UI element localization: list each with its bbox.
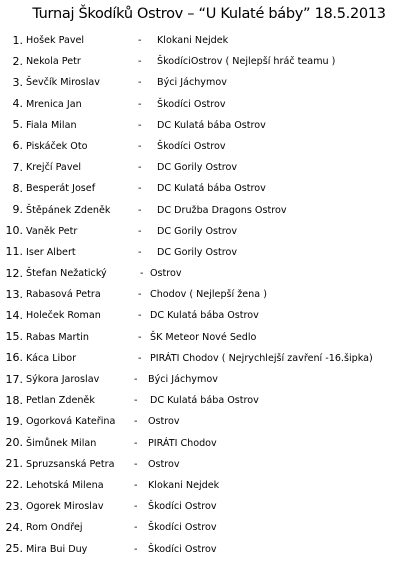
separator: - — [138, 35, 142, 46]
club-name: Klokani Nejdek — [148, 479, 220, 491]
result-row — [0, 370, 418, 391]
rank: 24. — [5, 520, 23, 534]
club-name: Škodíci Ostrov — [148, 522, 217, 534]
player-name: Štefan Nežatický — [26, 268, 107, 280]
player-name: Káca Libor — [26, 352, 77, 364]
rank: 14. — [5, 308, 23, 322]
club-name: ŠkodíciOstrov ( Nejlepší hráč teamu ) — [157, 56, 336, 68]
rank: 22. — [5, 478, 23, 492]
separator: - — [138, 225, 142, 237]
club-name: DC Kulatá bába Ostrov — [157, 183, 266, 195]
separator: - — [134, 437, 138, 449]
separator: - — [134, 395, 138, 407]
player-name: Spruzsanská Petra — [26, 458, 115, 470]
club-name: DC Kulatá bába Ostrov — [150, 310, 259, 322]
club-name: Ostrov — [148, 458, 180, 470]
rank: 21. — [5, 457, 23, 471]
result-row — [0, 222, 418, 243]
club-name: Klokani Nejdek — [157, 35, 229, 46]
rank: 1. — [12, 33, 23, 47]
player-name: Štěpánek Zdeněk — [26, 204, 111, 216]
club-name: DC Kulatá bába Ostrov — [150, 395, 259, 407]
player-name: Lehotská Milena — [26, 479, 104, 491]
result-row — [0, 455, 418, 476]
player-name: Fiala Milan — [26, 119, 77, 131]
separator: - — [138, 310, 142, 322]
club-name: DC Gorily Ostrov — [157, 225, 238, 237]
rank: 9. — [12, 203, 23, 216]
separator: - — [138, 352, 142, 364]
player-name: Vaněk Petr — [26, 225, 78, 237]
rank: 23. — [5, 499, 23, 513]
club-name: PIRÁTI Chodov ( Nejrychlejší zavření -16.šipka) — [150, 352, 373, 364]
separator: - — [138, 331, 142, 343]
page-title: Turnaj Škodíků Ostrov – “U Kulaté báby” 18.5.2013 — [32, 6, 386, 22]
result-row — [0, 476, 418, 497]
result-row — [0, 201, 418, 222]
club-name: DC Družba Dragons Ostrov — [157, 204, 287, 216]
player-name: Rom Ondřej — [26, 522, 83, 534]
result-row — [0, 137, 418, 158]
result-row — [0, 434, 418, 455]
player-name: Nekola Petr — [26, 56, 81, 68]
separator: - — [134, 501, 138, 513]
rank: 15. — [5, 330, 23, 344]
player-name: Ogorková Kateřina — [26, 416, 116, 428]
rank: 6. — [12, 139, 23, 153]
result-row — [0, 518, 418, 539]
club-name: Škodíci Ostrov — [157, 98, 226, 110]
separator: - — [134, 479, 138, 491]
separator: - — [138, 162, 142, 174]
separator: - — [138, 246, 142, 258]
result-row — [0, 412, 418, 433]
separator: - — [138, 204, 142, 216]
player-name: Sýkora Jaroslav — [26, 374, 100, 385]
separator: - — [134, 374, 138, 385]
separator: - — [138, 140, 142, 152]
rank: 8. — [12, 181, 23, 195]
player-name: Krejčí Pavel — [26, 162, 82, 174]
rank: 16. — [5, 351, 23, 365]
player-name: Mira Bui Duy — [26, 543, 88, 555]
result-row — [0, 31, 418, 52]
separator: - — [138, 289, 142, 301]
result-row — [0, 285, 418, 306]
separator: - — [134, 416, 138, 428]
player-name: Holeček Roman — [26, 310, 101, 322]
rank: 19. — [5, 414, 23, 428]
rank: 17. — [5, 372, 23, 386]
rank: 7. — [12, 160, 23, 174]
club-name: Ostrov — [148, 416, 180, 428]
separator: - — [134, 543, 138, 555]
result-row — [0, 52, 418, 73]
player-name: Hošek Pavel — [26, 35, 85, 46]
result-row — [0, 391, 418, 412]
player-name: Mrenica Jan — [26, 98, 82, 110]
separator: - — [138, 119, 142, 131]
results-list — [0, 31, 418, 561]
result-row — [0, 497, 418, 518]
club-name: DC Gorily Ostrov — [157, 246, 238, 258]
result-row — [0, 73, 418, 94]
player-name: Petlan Zdeněk — [26, 395, 95, 407]
result-row — [0, 349, 418, 370]
separator: - — [140, 268, 144, 280]
player-name: Šimůnek Milan — [26, 437, 97, 449]
separator: - — [138, 98, 142, 110]
rank: 2. — [12, 54, 23, 68]
club-name: Škodíci Ostrov — [148, 501, 217, 513]
separator: - — [138, 183, 142, 195]
club-name: Škodíci Ostrov — [157, 140, 226, 152]
player-name: Ogorek Miroslav — [26, 501, 104, 513]
rank: 11. — [5, 245, 23, 259]
player-name: Rabas Martin — [26, 331, 89, 343]
club-name: Škodíci Ostrov — [148, 543, 217, 555]
club-name: Býci Jáchymov — [157, 77, 227, 89]
rank: 20. — [5, 436, 23, 450]
separator: - — [138, 77, 142, 89]
club-name: Chodov ( Nejlepší žena ) — [150, 289, 267, 301]
result-row — [0, 179, 418, 200]
separator: - — [138, 56, 142, 68]
player-name: Besperát Josef — [26, 183, 96, 195]
result-row — [0, 95, 418, 116]
result-row — [0, 328, 418, 349]
rank: 5. — [12, 118, 23, 132]
result-row — [0, 264, 418, 285]
separator: - — [134, 522, 138, 534]
rank: 4. — [12, 97, 23, 111]
rank: 18. — [5, 393, 23, 407]
rank: 25. — [5, 542, 23, 555]
player-name: Ševčík Miroslav — [26, 77, 100, 89]
rank: 10. — [5, 224, 23, 238]
result-row — [0, 116, 418, 137]
player-name: Iser Albert — [26, 246, 76, 258]
club-name: Ostrov — [150, 268, 182, 280]
club-name: DC Gorily Ostrov — [157, 162, 238, 174]
separator: - — [134, 458, 138, 470]
player-name: Piskáček Oto — [26, 140, 88, 152]
rank: 3. — [12, 75, 23, 89]
result-row — [0, 158, 418, 179]
club-name: DC Kulatá bába Ostrov — [157, 119, 266, 131]
player-name: Rabasová Petra — [26, 289, 101, 301]
club-name: ŠK Meteor Nové Sedlo — [150, 331, 257, 343]
result-row — [0, 243, 418, 264]
rank: 13. — [5, 287, 23, 301]
club-name: PIRÁTI Chodov — [148, 437, 217, 449]
club-name: Býci Jáchymov — [148, 374, 218, 385]
result-row — [0, 306, 418, 327]
rank: 12. — [5, 266, 23, 280]
result-row — [0, 540, 418, 561]
